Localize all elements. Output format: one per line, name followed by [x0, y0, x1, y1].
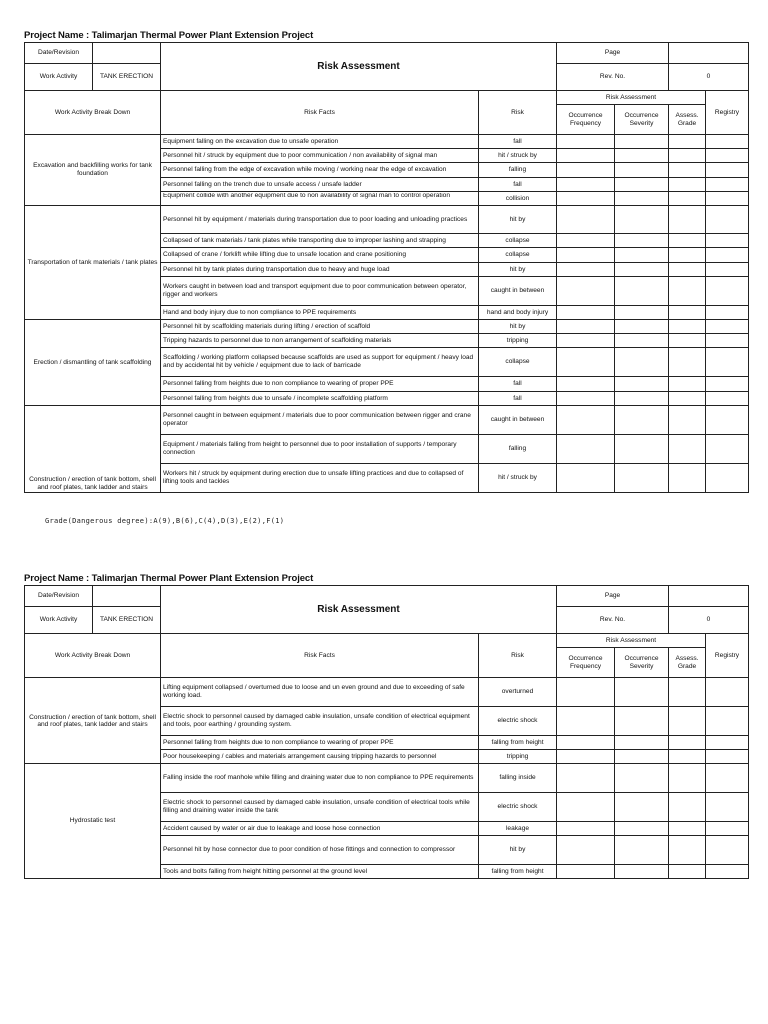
grade-cell — [669, 392, 706, 406]
activity-text: Construction / erection of tank bottom, shell and roof plates, tank ladder and stairs — [29, 476, 156, 491]
work-activity-value: TANK ERECTION — [93, 607, 161, 634]
table-row — [25, 406, 749, 435]
page-value — [669, 586, 749, 607]
activity-cell: Excavation and backfilling works for tank foundation — [25, 135, 161, 206]
frequency-cell — [557, 178, 615, 192]
severity-cell — [615, 392, 669, 406]
risk-type: falling — [479, 163, 557, 178]
frequency-cell — [557, 764, 615, 793]
activity-cell — [25, 406, 161, 493]
col-frequency-header: Occurrence Frequency — [557, 105, 615, 135]
risk-type: electric shock — [479, 707, 557, 736]
grade-cell — [669, 707, 706, 736]
risk-fact: Poor housekeeping / cables and materials arrangement causing tripping hazards to personnel — [161, 750, 479, 764]
risk-fact: Electric shock to personnel caused by damaged cable insulation, unsafe condition of electrical equipment and tools, poor earthing / grounding system. — [161, 707, 479, 736]
risk-fact: Personnel hit by tank plates during transportation due to heavy and huge load — [161, 263, 479, 277]
risk-type: falling from height — [479, 865, 557, 879]
rev-no-value: 0 — [669, 64, 749, 91]
severity-cell — [615, 320, 669, 334]
col-severity-header: Occurrence Severity — [615, 105, 669, 135]
registry-cell — [706, 793, 749, 822]
grade-cell — [669, 149, 706, 163]
risk-fact: Accident caused by water or air due to leakage and loose hose connection — [161, 822, 479, 836]
frequency-cell — [557, 377, 615, 392]
severity-cell — [615, 435, 669, 464]
risk-fact: Lifting equipment collapsed / overturned due to loose and un even ground and due to exceeding of safe working load. — [161, 678, 479, 707]
severity-cell — [615, 135, 669, 149]
registry-cell — [706, 348, 749, 377]
risk-fact: Personnel falling on the trench due to unsafe access / unsafe ladder — [161, 178, 479, 192]
risk-type: fall — [479, 377, 557, 392]
grade-cell — [669, 793, 706, 822]
activity-cell: Transportation of tank materials / tank plates — [25, 206, 161, 320]
registry-cell — [706, 707, 749, 736]
severity-cell — [615, 149, 669, 163]
grade-cell — [669, 248, 706, 263]
severity-cell — [615, 234, 669, 248]
registry-cell — [706, 248, 749, 263]
registry-cell — [706, 277, 749, 306]
registry-cell — [706, 306, 749, 320]
risk-fact: Personnel hit / struck by equipment due to poor communication / non availability of signal man — [161, 149, 479, 163]
risk-fact: Workers caught in between load and transport equipment due to poor communication between operator, rigger and workers — [161, 277, 479, 306]
risk-sheet-2 — [24, 572, 748, 879]
risk-type: collapse — [479, 234, 557, 248]
risk-sheet-1 — [24, 29, 748, 493]
risk-type: leakage — [479, 822, 557, 836]
severity-cell — [615, 277, 669, 306]
severity-cell — [615, 836, 669, 865]
registry-cell — [706, 406, 749, 435]
registry-cell — [706, 135, 749, 149]
frequency-cell — [557, 793, 615, 822]
grade-cell — [669, 377, 706, 392]
frequency-cell — [557, 406, 615, 435]
grade-cell — [669, 464, 706, 493]
rev-no-label: Rev. No. — [557, 64, 669, 91]
frequency-cell — [557, 348, 615, 377]
risk-fact: Personnel falling from heights due to non compliance to wearing of proper PPE — [161, 377, 479, 392]
risk-type: collision — [479, 192, 557, 206]
col-breakdown-header: Work Activity Break Down — [25, 91, 161, 135]
frequency-cell — [557, 736, 615, 750]
registry-cell — [706, 822, 749, 836]
page-value — [669, 43, 749, 64]
risk-type: overturned — [479, 678, 557, 707]
registry-cell — [706, 836, 749, 865]
grade-cell — [669, 836, 706, 865]
frequency-cell — [557, 263, 615, 277]
grade-cell — [669, 135, 706, 149]
risk-type: hand and body injury — [479, 306, 557, 320]
risk-fact-text: Equipment collide with another equipment due to non availability of signal man to control operation — [163, 192, 451, 199]
sheet-title: Risk Assessment — [161, 43, 557, 91]
frequency-cell — [557, 320, 615, 334]
registry-cell — [706, 435, 749, 464]
page-label: Page — [557, 586, 669, 607]
risk-fact: Collapsed of crane / forklift while lifting due to unsafe location and crane positioning — [161, 248, 479, 263]
work-activity-label: Work Activity — [25, 607, 93, 634]
frequency-cell — [557, 149, 615, 163]
col-assessment-header: Risk Assessment — [557, 91, 706, 105]
severity-cell — [615, 678, 669, 707]
risk-type: falling inside — [479, 764, 557, 793]
risk-fact: Falling inside the roof manhole while filling and draining water due to non compliance to PPE requirements — [161, 764, 479, 793]
table-row — [25, 206, 749, 234]
table-row — [25, 764, 749, 793]
date-revision-value — [93, 586, 161, 607]
grade-cell — [669, 192, 706, 206]
grade-cell — [669, 163, 706, 178]
severity-cell — [615, 865, 669, 879]
risk-fact: Personnel falling from heights due to non compliance to wearing of proper PPE — [161, 736, 479, 750]
grade-cell — [669, 334, 706, 348]
col-registry-header: Registry — [706, 634, 749, 678]
col-assessment-header: Risk Assessment — [557, 634, 706, 648]
registry-cell — [706, 736, 749, 750]
severity-cell — [615, 163, 669, 178]
project-title: Project Name : Talimarjan Thermal Power Plant Extension Project — [24, 573, 314, 584]
severity-cell — [615, 793, 669, 822]
severity-cell — [615, 406, 669, 435]
sheet-title: Risk Assessment — [161, 586, 557, 634]
risk-fact: Personnel falling from heights due to unsafe / incomplete scaffolding platform — [161, 392, 479, 406]
grade-cell — [669, 206, 706, 234]
registry-cell — [706, 764, 749, 793]
risk-fact: Electric shock to personnel caused by damaged cable insulation, unsafe condition of electrical tools while filling and draining water inside the tank — [161, 793, 479, 822]
col-grade-header: Assess. Grade — [669, 648, 706, 678]
risk-fact: Personnel hit by equipment / materials during transportation due to poor loading and unloading practices — [161, 206, 479, 234]
registry-cell — [706, 750, 749, 764]
frequency-cell — [557, 234, 615, 248]
date-revision-value — [93, 43, 161, 64]
grade-cell — [669, 750, 706, 764]
grade-cell — [669, 277, 706, 306]
frequency-cell — [557, 750, 615, 764]
grade-cell — [669, 348, 706, 377]
frequency-cell — [557, 822, 615, 836]
grade-cell — [669, 678, 706, 707]
risk-type: fall — [479, 135, 557, 149]
risk-fact: Tools and bolts falling from height hitting personnel at the ground level — [161, 865, 479, 879]
frequency-cell — [557, 192, 615, 206]
risk-type: hit / struck by — [479, 464, 557, 493]
registry-cell — [706, 178, 749, 192]
severity-cell — [615, 206, 669, 234]
risk-type: tripping — [479, 334, 557, 348]
frequency-cell — [557, 163, 615, 178]
registry-cell — [706, 865, 749, 879]
grade-cell — [669, 822, 706, 836]
work-activity-value: TANK ERECTION — [93, 64, 161, 91]
grade-cell — [669, 306, 706, 320]
risk-type: collapse — [479, 348, 557, 377]
frequency-cell — [557, 435, 615, 464]
risk-type: falling from height — [479, 736, 557, 750]
frequency-cell — [557, 306, 615, 320]
severity-cell — [615, 464, 669, 493]
frequency-cell — [557, 277, 615, 306]
frequency-cell — [557, 678, 615, 707]
table-row — [25, 320, 749, 334]
risk-type: hit by — [479, 836, 557, 865]
project-title: Project Name : Talimarjan Thermal Power Plant Extension Project — [24, 30, 314, 41]
col-facts-header: Risk Facts — [161, 91, 479, 135]
severity-cell — [615, 707, 669, 736]
risk-type: falling — [479, 435, 557, 464]
risk-type: collapse — [479, 248, 557, 263]
frequency-cell — [557, 836, 615, 865]
grade-cell — [669, 234, 706, 248]
risk-fact: Personnel hit by scaffolding materials during lifting / erection of scaffold — [161, 320, 479, 334]
registry-cell — [706, 320, 749, 334]
risk-fact: Scaffolding / working platform collapsed because scaffolds are used as support for equipment / heavy load and by accidental hit by vehicle / equipment due to lack of barricade — [161, 348, 479, 377]
frequency-cell — [557, 392, 615, 406]
grade-cell — [669, 263, 706, 277]
registry-cell — [706, 377, 749, 392]
grade-cell — [669, 736, 706, 750]
grade-cell — [669, 178, 706, 192]
frequency-cell — [557, 865, 615, 879]
activity-cell — [25, 678, 161, 764]
risk-fact: Workers hit / struck by equipment during erection due to unsafe lifting practices and due to collapsed of lifting tools and tackles — [161, 464, 479, 493]
risk-type: caught in between — [479, 277, 557, 306]
severity-cell — [615, 348, 669, 377]
risk-type: hit by — [479, 320, 557, 334]
registry-cell — [706, 392, 749, 406]
risk-fact: Equipment / materials falling from height to personnel due to poor installation of supports / temporary connection — [161, 435, 479, 464]
risk-fact: Personnel falling from the edge of excavation while moving / working near the edge of excavation — [161, 163, 479, 178]
col-breakdown-header: Work Activity Break Down — [25, 634, 161, 678]
risk-type: hit by — [479, 206, 557, 234]
risk-table-1 — [24, 42, 749, 493]
registry-cell — [706, 163, 749, 178]
risk-type: fall — [479, 178, 557, 192]
table-row — [25, 678, 749, 707]
col-registry-header: Registry — [706, 91, 749, 135]
col-frequency-header: Occurrence Frequency — [557, 648, 615, 678]
risk-fact: Hand and body injury due to non compliance to PPE requirements — [161, 306, 479, 320]
col-facts-header: Risk Facts — [161, 634, 479, 678]
severity-cell — [615, 192, 669, 206]
rev-no-label: Rev. No. — [557, 607, 669, 634]
risk-type: tripping — [479, 750, 557, 764]
frequency-cell — [557, 206, 615, 234]
severity-cell — [615, 750, 669, 764]
risk-fact: Personnel hit by hose connector due to poor condition of hose fittings and connection to compressor — [161, 836, 479, 865]
frequency-cell — [557, 248, 615, 263]
col-grade-header: Assess. Grade — [669, 105, 706, 135]
grade-note: Grade(Dangerous degree):A(9),B(6),C(4),D(3),E(2),F(1) — [45, 517, 285, 525]
risk-type: hit / struck by — [479, 149, 557, 163]
grade-cell — [669, 320, 706, 334]
severity-cell — [615, 736, 669, 750]
registry-cell — [706, 263, 749, 277]
rev-no-value: 0 — [669, 607, 749, 634]
col-risk-header: Risk — [479, 634, 557, 678]
registry-cell — [706, 234, 749, 248]
registry-cell — [706, 206, 749, 234]
grade-cell — [669, 764, 706, 793]
registry-cell — [706, 464, 749, 493]
risk-fact: Tripping hazards to personnel due to non arrangement of scaffolding materials — [161, 334, 479, 348]
frequency-cell — [557, 707, 615, 736]
severity-cell — [615, 263, 669, 277]
grade-cell — [669, 865, 706, 879]
col-severity-header: Occurrence Severity — [615, 648, 669, 678]
severity-cell — [615, 334, 669, 348]
severity-cell — [615, 178, 669, 192]
registry-cell — [706, 149, 749, 163]
frequency-cell — [557, 135, 615, 149]
severity-cell — [615, 822, 669, 836]
severity-cell — [615, 764, 669, 793]
table-row — [25, 135, 749, 149]
registry-cell — [706, 678, 749, 707]
col-risk-header: Risk — [479, 91, 557, 135]
date-revision-label: Date/Revision — [25, 43, 93, 64]
registry-cell — [706, 334, 749, 348]
severity-cell — [615, 306, 669, 320]
grade-cell — [669, 435, 706, 464]
frequency-cell — [557, 334, 615, 348]
risk-fact — [161, 192, 479, 206]
risk-type: fall — [479, 392, 557, 406]
severity-cell — [615, 248, 669, 263]
risk-fact: Collapsed of tank materials / tank plates while transporting due to improper lashing and strapping — [161, 234, 479, 248]
severity-cell — [615, 377, 669, 392]
risk-fact: Personnel caught in between equipment / materials due to poor communication between rigger and crane operator — [161, 406, 479, 435]
risk-fact: Equipment falling on the excavation due to unsafe operation — [161, 135, 479, 149]
page-label: Page — [557, 43, 669, 64]
risk-type: hit by — [479, 263, 557, 277]
risk-table-2 — [24, 585, 749, 879]
frequency-cell — [557, 464, 615, 493]
grade-cell — [669, 406, 706, 435]
activity-cell: Erection / dismantling of tank scaffolding — [25, 320, 161, 406]
activity-text: Construction / erection of tank bottom, shell and roof plates, tank ladder and stairs — [29, 713, 156, 729]
risk-type: electric shock — [479, 793, 557, 822]
activity-text-wrap — [27, 712, 158, 729]
activity-cell: Hydrostatic test — [25, 764, 161, 879]
work-activity-label: Work Activity — [25, 64, 93, 91]
risk-type: caught in between — [479, 406, 557, 435]
registry-cell — [706, 192, 749, 206]
date-revision-label: Date/Revision — [25, 586, 93, 607]
